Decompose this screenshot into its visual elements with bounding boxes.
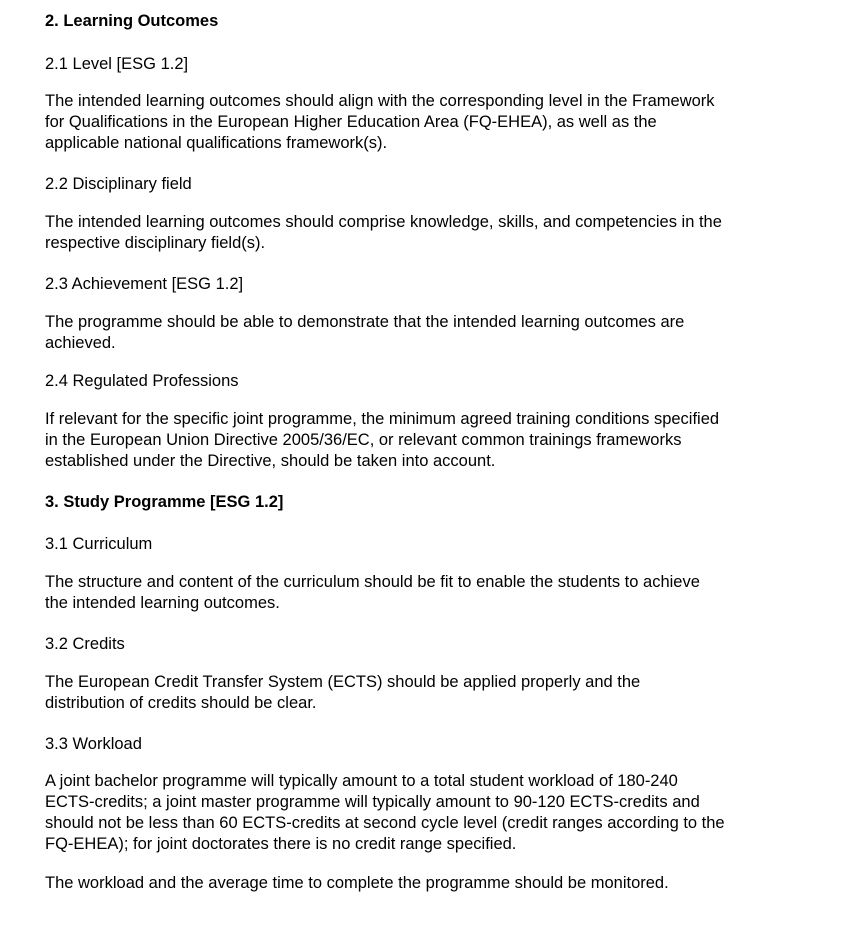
paragraph-line: FQ-EHEA); for joint doctorates there is no credit range specified.	[45, 835, 517, 853]
paragraph-line: in the European Union Directive 2005/36/EC, or relevant common trainings frameworks	[45, 431, 682, 449]
subheading-regulated-professions: 2.4 Regulated Professions	[45, 372, 239, 390]
paragraph-line: A joint bachelor programme will typically amount to a total student workload of 180-240	[45, 772, 678, 790]
section-heading-learning-outcomes: 2. Learning Outcomes	[45, 12, 219, 30]
paragraph-line: applicable national qualifications framework(s).	[45, 134, 388, 152]
subheading-level: 2.1 Level [ESG 1.2]	[45, 55, 189, 73]
subheading-achievement: 2.3 Achievement [ESG 1.2]	[45, 275, 244, 293]
paragraph-line: achieved.	[45, 334, 116, 352]
subheading-curriculum: 3.1 Curriculum	[45, 535, 153, 553]
paragraph-line: distribution of credits should be clear.	[45, 694, 317, 712]
paragraph-credits	[45, 672, 815, 714]
paragraph-line: for Qualifications in the European Higher Education Area (FQ-EHEA), as well as the	[45, 113, 657, 131]
paragraph-curriculum	[45, 572, 815, 614]
subheading-disciplinary-field: 2.2 Disciplinary field	[45, 175, 192, 193]
paragraph-line: established under the Directive, should be taken into account.	[45, 452, 496, 470]
paragraph-level	[45, 91, 815, 154]
paragraph-line: The intended learning outcomes should align with the corresponding level in the Framework	[45, 92, 715, 110]
subheading-credits: 3.2 Credits	[45, 635, 125, 653]
paragraph-workload	[45, 771, 815, 855]
paragraph-line: ECTS-credits; a joint master programme will typically amount to 90-120 ECTS-credits and	[45, 793, 700, 811]
paragraph-achievement	[45, 312, 815, 354]
paragraph-workload-monitoring: The workload and the average time to complete the programme should be monitored.	[45, 874, 669, 892]
paragraph-line: If relevant for the specific joint programme, the minimum agreed training conditions specified	[45, 410, 720, 428]
paragraph-line: The European Credit Transfer System (ECTS) should be applied properly and the	[45, 673, 641, 691]
section-heading-study-programme: 3. Study Programme [ESG 1.2]	[45, 493, 284, 511]
paragraph-line: the intended learning outcomes.	[45, 594, 280, 612]
subheading-workload: 3.3 Workload	[45, 735, 142, 753]
paragraph-line: respective disciplinary field(s).	[45, 234, 266, 252]
paragraph-line: should not be less than 60 ECTS-credits at second cycle level (credit ranges according to the	[45, 814, 725, 832]
paragraph-line: The intended learning outcomes should comprise knowledge, skills, and competencies in the	[45, 213, 722, 231]
paragraph-regulated-professions	[45, 409, 815, 472]
paragraph-disciplinary-field	[45, 212, 815, 254]
paragraph-line: The structure and content of the curriculum should be fit to enable the students to achieve	[45, 573, 700, 591]
paragraph-line: The programme should be able to demonstrate that the intended learning outcomes are	[45, 313, 685, 331]
